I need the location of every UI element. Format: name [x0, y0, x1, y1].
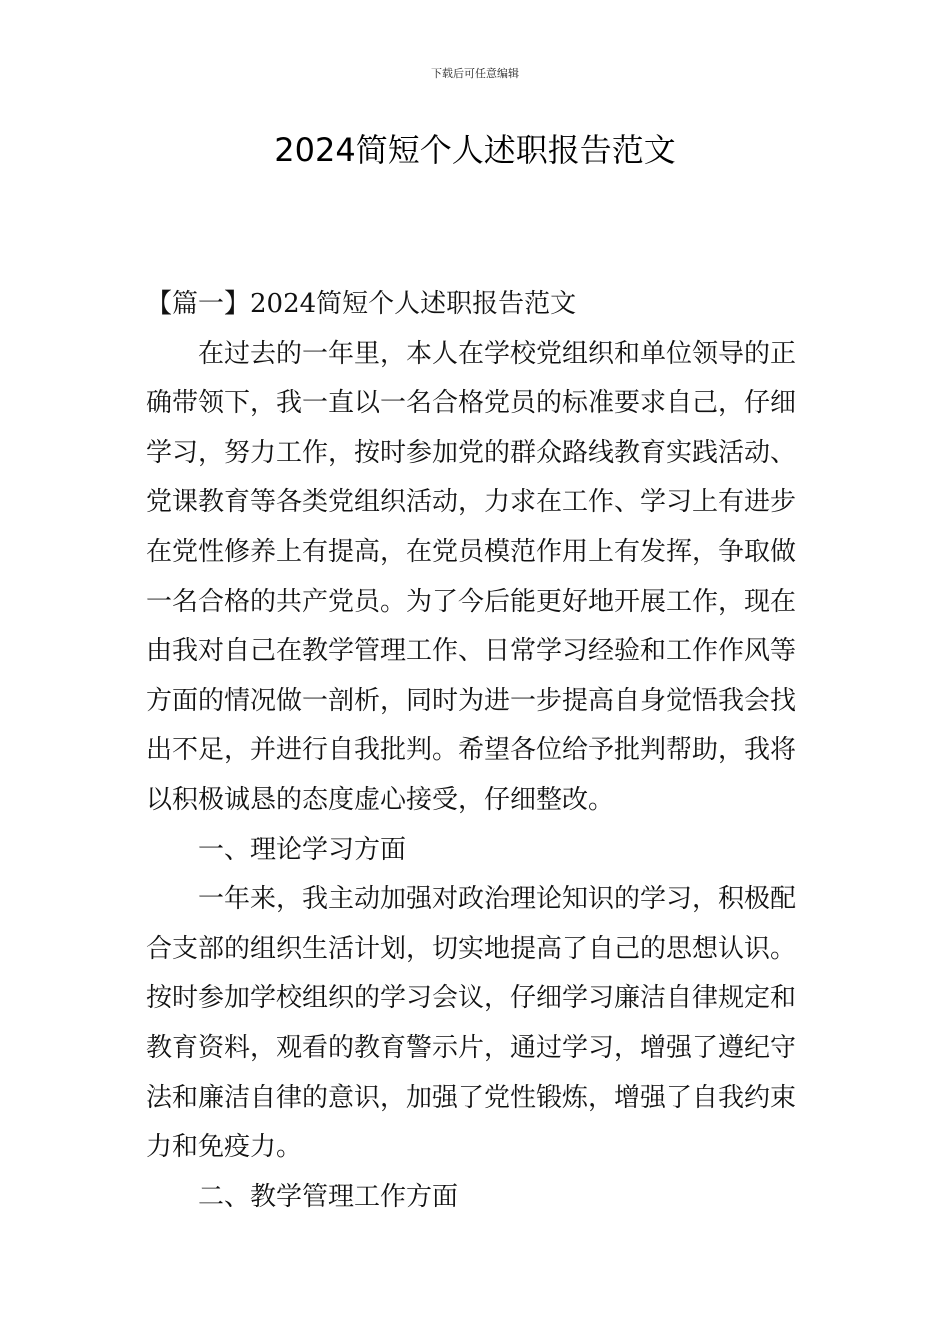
header-note: 下载后可任意编辑: [431, 67, 519, 80]
paragraph-line: 一名合格的共产党员。为了今后能更好地开展工作，现在: [146, 586, 797, 617]
paragraph-line: 合支部的组织生活计划，切实地提高了自己的思想认识。: [146, 933, 797, 964]
subheading-theory-study: 一、理论学习方面: [198, 834, 407, 865]
paragraph-line: 在过去的一年里，本人在学校党组织和单位领导的正: [198, 338, 797, 369]
paragraph-line: 以积极诚恳的态度虚心接受，仔细整改。: [146, 784, 615, 815]
paragraph-line: 力和免疫力。: [146, 1132, 303, 1163]
paragraph-line: 教育资料，观看的教育警示片，通过学习，增强了遵纪守: [146, 1032, 797, 1063]
section-heading-part-one: 【篇一】2024简短个人述职报告范文: [146, 289, 577, 319]
document-body: [146, 280, 806, 1222]
paragraph-line: 一年来，我主动加强对政治理论知识的学习，积极配: [198, 884, 797, 915]
paragraph-line: 确带领下，我一直以一名合格党员的标准要求自己，仔细: [146, 388, 797, 419]
paragraph-line: 法和廉洁自律的意识，加强了党性锻炼，增强了自我约束: [146, 1082, 797, 1113]
paragraph-line: 按时参加学校组织的学习会议，仔细学习廉洁自律规定和: [146, 983, 797, 1014]
paragraph-line: 由我对自己在教学管理工作、日常学习经验和工作作风等: [146, 636, 797, 667]
paragraph-line: 学习，努力工作，按时参加党的群众路线教育实践活动、: [146, 437, 797, 468]
paragraph-line: 出不足，并进行自我批判。希望各位给予批判帮助，我将: [146, 735, 797, 766]
paragraph-line: 方面的情况做一剖析，同时为进一步提高自身觉悟我会找: [146, 685, 797, 716]
paragraph-line: 在党性修养上有提高，在党员模范作用上有发挥，争取做: [146, 536, 797, 567]
paragraph-line: 党课教育等各类党组织活动，力求在工作、学习上有进步: [146, 487, 797, 518]
subheading-teaching-management: 二、教学管理工作方面: [198, 1181, 459, 1212]
document-title: 2024简短个人述职报告范文: [274, 131, 676, 169]
